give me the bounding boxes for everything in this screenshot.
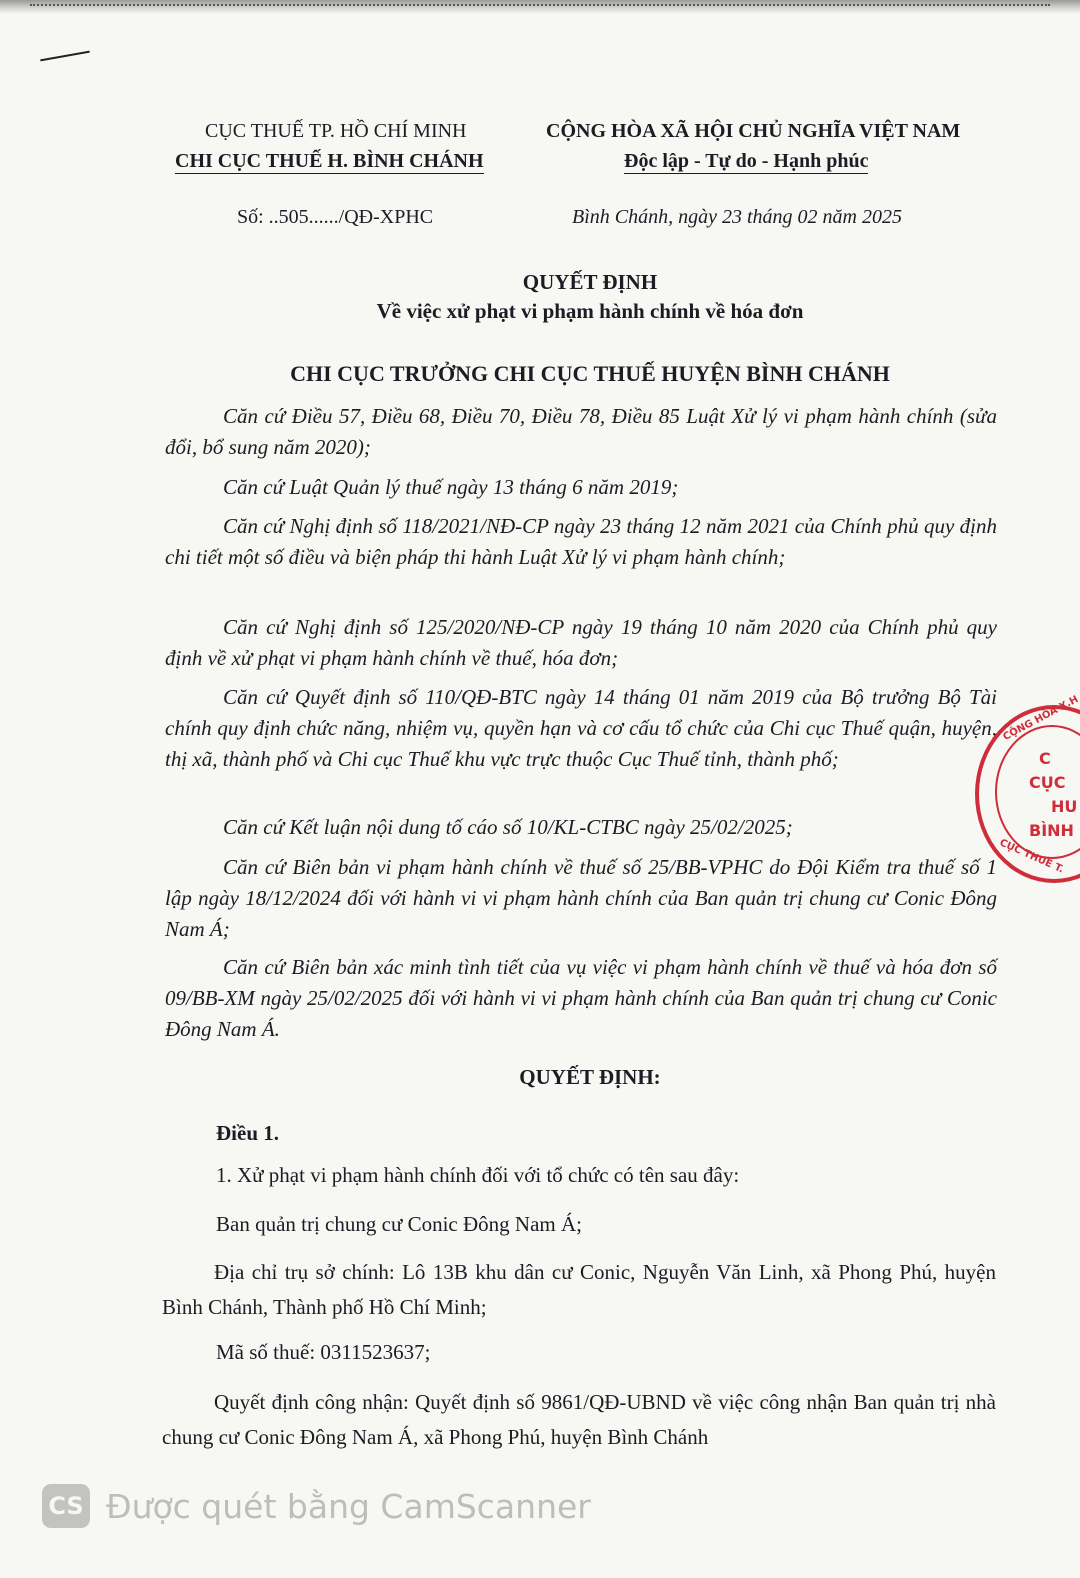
stamp-line-2: CỤC	[1029, 773, 1066, 792]
item-1: 1. Xử phạt vi phạm hành chính đối với tổ chức có tên sau đây:	[216, 1163, 740, 1187]
decision-heading: QUYẾT ĐỊNH:	[519, 1065, 661, 1089]
legal-basis-7: Căn cứ Biên bản vi phạm hành chính về thuế số 25/BB-VPHC do Đội Kiểm tra thuế số 1 lập ngày 18/12/2024 đối với hành vi vi phạm hành chính của Ban quản trị chung cư Conic Đông Nam Á;	[165, 855, 997, 941]
tax-code: Mã số thuế: 0311523637;	[216, 1340, 431, 1364]
place-date: Bình Chánh, ngày 23 tháng 02 năm 2025	[572, 206, 902, 228]
legal-basis-5: Căn cứ Quyết định số 110/QĐ-BTC ngày 14 tháng 01 năm 2019 của Bộ trưởng Bộ Tài chính quy định chức năng, nhiệm vụ, quyền hạn và cơ cấu tổ chức của Chi cục Thuế quận, huyện, thị xã, thành phố và Chi cục Thuế khu vực trực thuộc Cục Thuế tỉnh, thành phố;	[165, 685, 997, 771]
issuing-authority: CHI CỤC TRƯỞNG CHI CỤC THUẾ HUYỆN BÌNH CHÁNH	[290, 361, 890, 386]
document-title: QUYẾT ĐỊNH	[522, 270, 658, 294]
recognition-decision: Quyết định công nhận: Quyết định số 9861/QĐ-UBND về việc công nhận Ban quản trị nhà chung cư Conic Đông Nam Á, xã Phong Phú, huyện Bình Chánh	[162, 1390, 996, 1449]
country-name: CỘNG HÒA XÃ HỘI CHỦ NGHĨA VIỆT NAM	[546, 120, 961, 142]
legal-basis-4: Căn cứ Nghị định số 125/2020/NĐ-CP ngày 19 tháng 10 năm 2020 của Chính phủ quy định về xử phạt vi phạm hành chính về thuế, hóa đơn;	[165, 615, 997, 670]
stamp-line-3: HU	[1051, 797, 1078, 816]
document-subject: Về việc xử phạt vi phạm hành chính về hóa đơn	[376, 299, 804, 323]
legal-basis-2: Căn cứ Luật Quản lý thuế ngày 13 tháng 6 năm 2019;	[223, 475, 679, 499]
agency-parent: CỤC THUẾ TP. HỒ CHÍ MINH	[205, 120, 467, 142]
stamp-line-1: C	[1039, 749, 1051, 768]
article-1: Điều 1.	[216, 1121, 279, 1145]
legal-basis-1: Căn cứ Điều 57, Điều 68, Điều 70, Điều 78, Điều 85 Luật Xử lý vi phạm hành chính (sửa đổi, bổ sung năm 2020);	[165, 404, 997, 459]
document-number: Số: ..505....../QĐ-XPHC	[237, 206, 434, 228]
stamp-line-4: BÌNH	[1029, 821, 1074, 840]
paper-top-edge	[0, 0, 1080, 14]
pen-mark	[40, 51, 90, 62]
stamp-ring-bottom: CỤC THUẾ T.	[997, 837, 1066, 876]
stamp-ring-top: CỘNG HÒA X.H	[1001, 694, 1080, 743]
camscanner-watermark	[42, 1480, 591, 1532]
legal-basis-3: Căn cứ Nghị định số 118/2021/NĐ-CP ngày 23 tháng 12 năm 2021 của Chính phủ quy định chi tiết một số điều và biện pháp thi hành Luật Xử lý vi phạm hành chính;	[165, 514, 997, 569]
org-address: Địa chỉ trụ sở chính: Lô 13B khu dân cư Conic, Nguyễn Văn Linh, xã Phong Phú, huyện Bình Chánh, Thành phố Hồ Chí Minh;	[162, 1260, 996, 1319]
motto-text: Độc lập - Tự do - Hạnh phúc	[624, 150, 869, 172]
legal-basis-8: Căn cứ Biên bản xác minh tình tiết của vụ việc vi phạm hành chính về thuế và hóa đơn số 09/BB-XM ngày 25/02/2025 đối với hành vi vi phạm hành chính của Ban quản trị chung cư Conic Đông Nam Á.	[165, 955, 997, 1041]
org-name: Ban quản trị chung cư Conic Đông Nam Á;	[216, 1212, 582, 1236]
agency-name-text: CHI CỤC THUẾ H. BÌNH CHÁNH	[175, 150, 484, 172]
motto	[624, 150, 868, 173]
legal-basis-6: Căn cứ Kết luận nội dung tố cáo số 10/KL-CTBC ngày 25/02/2025;	[223, 815, 793, 839]
camscanner-text: Được quét bằng CamScanner	[106, 1486, 591, 1526]
camscanner-logo-icon: CS	[42, 1484, 90, 1528]
agency-name	[175, 150, 484, 173]
